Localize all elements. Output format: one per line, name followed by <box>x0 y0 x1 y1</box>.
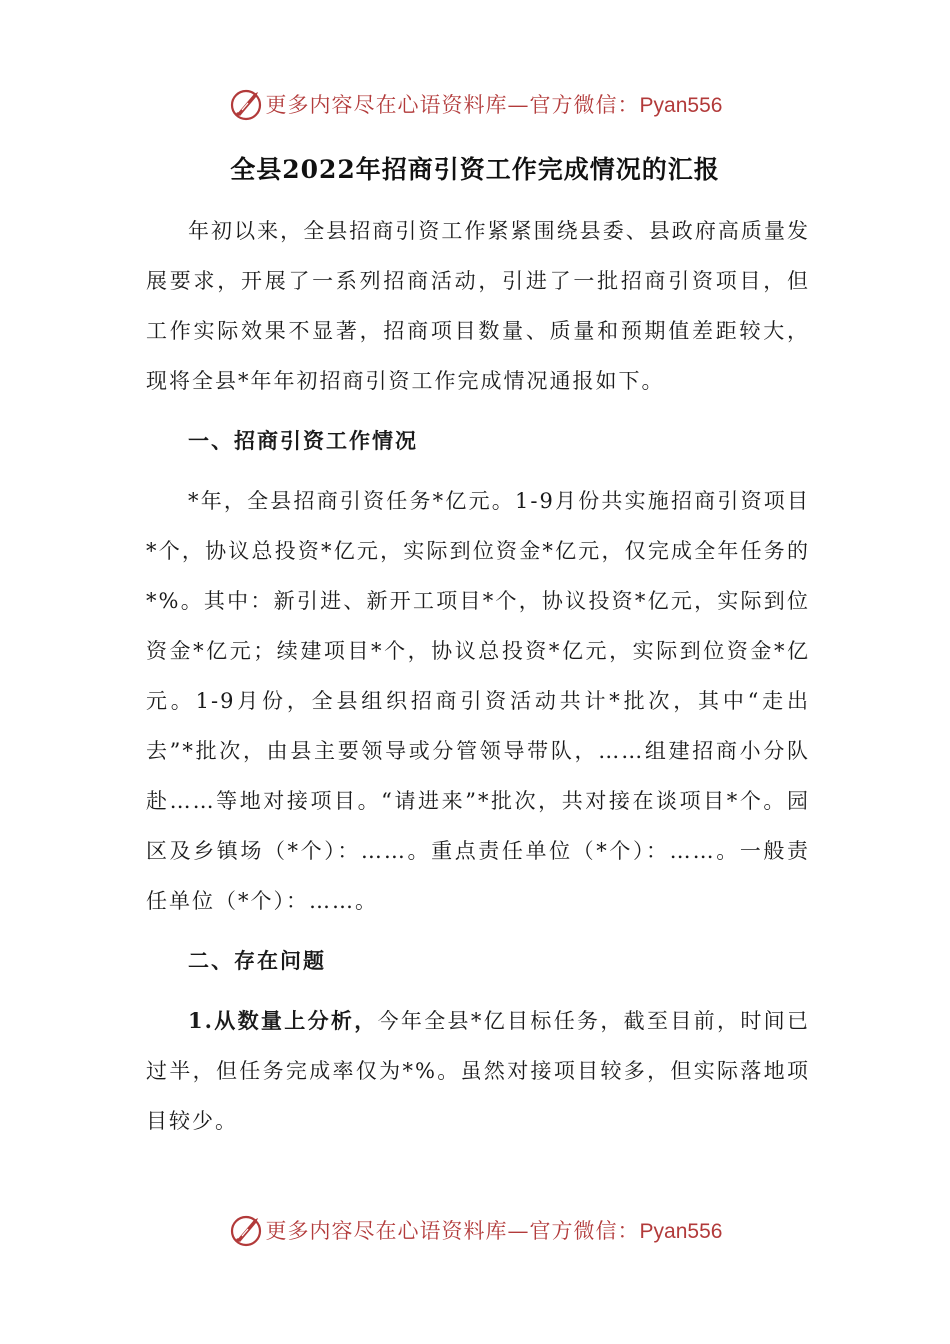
watermark-banner-bottom <box>0 1208 950 1252</box>
quill-pen-logo-icon <box>228 1212 264 1248</box>
problem-item-1-lead: 1.从数量上分析， <box>188 1008 378 1033</box>
wechat-id: Pyan556 <box>639 94 723 117</box>
section-heading-1: 一、招商引资工作情况 <box>188 428 418 453</box>
watermark-banner-top <box>0 82 950 126</box>
wechat-id: Pyan556 <box>639 1220 723 1243</box>
document-body <box>146 206 810 1146</box>
quill-pen-logo-icon <box>228 86 264 122</box>
document-title: 全县2022年招商引资工作完成情况的汇报 <box>230 155 720 184</box>
problem-item-1-text: 今年全县*亿目标任务，截至目前，时间已过半，但任务完成率仅为*%。虽然对接项目较多，但实际落地项目较少。 <box>146 1009 810 1133</box>
section-heading-2: 二、存在问题 <box>188 948 326 973</box>
problem-item-1 <box>146 996 810 1146</box>
section-1-paragraph: *年，全县招商引资任务*亿元。1-9月份共实施招商引资项目*个，协议总投资*亿元，实际到位资金*亿元，仅完成全年任务的*%。其中：新引进、新开工项目*个，协议投资*亿元，实际到位资金*亿元；续建项目*个，协议总投资*亿元，实际到位资金*亿元。1-9月份，全县组织招商引资活动共计*批次，其中“走出去”*批次，由县主要领导或分管领导带队，……组建招商小分队赴……等地对接项目。“请进来”*批次，共对接在谈项目*个。园区及乡镇场（*个）：……。重点责任单位（*个）：……。一般责任单位（*个）：……。 <box>146 489 810 913</box>
watermark-text: 更多内容尽在心语资料库—官方微信：Pyan556 <box>265 93 723 117</box>
intro-paragraph: 年初以来，全县招商引资工作紧紧围绕县委、县政府高质量发展要求，开展了一系列招商活动，引进了一批招商引资项目，但工作实际效果不显著，招商项目数量、质量和预期值差距较大，现将全县*年年初招商引资工作完成情况通报如下。 <box>146 219 810 393</box>
watermark-text: 更多内容尽在心语资料库—官方微信：Pyan556 <box>265 1219 723 1243</box>
